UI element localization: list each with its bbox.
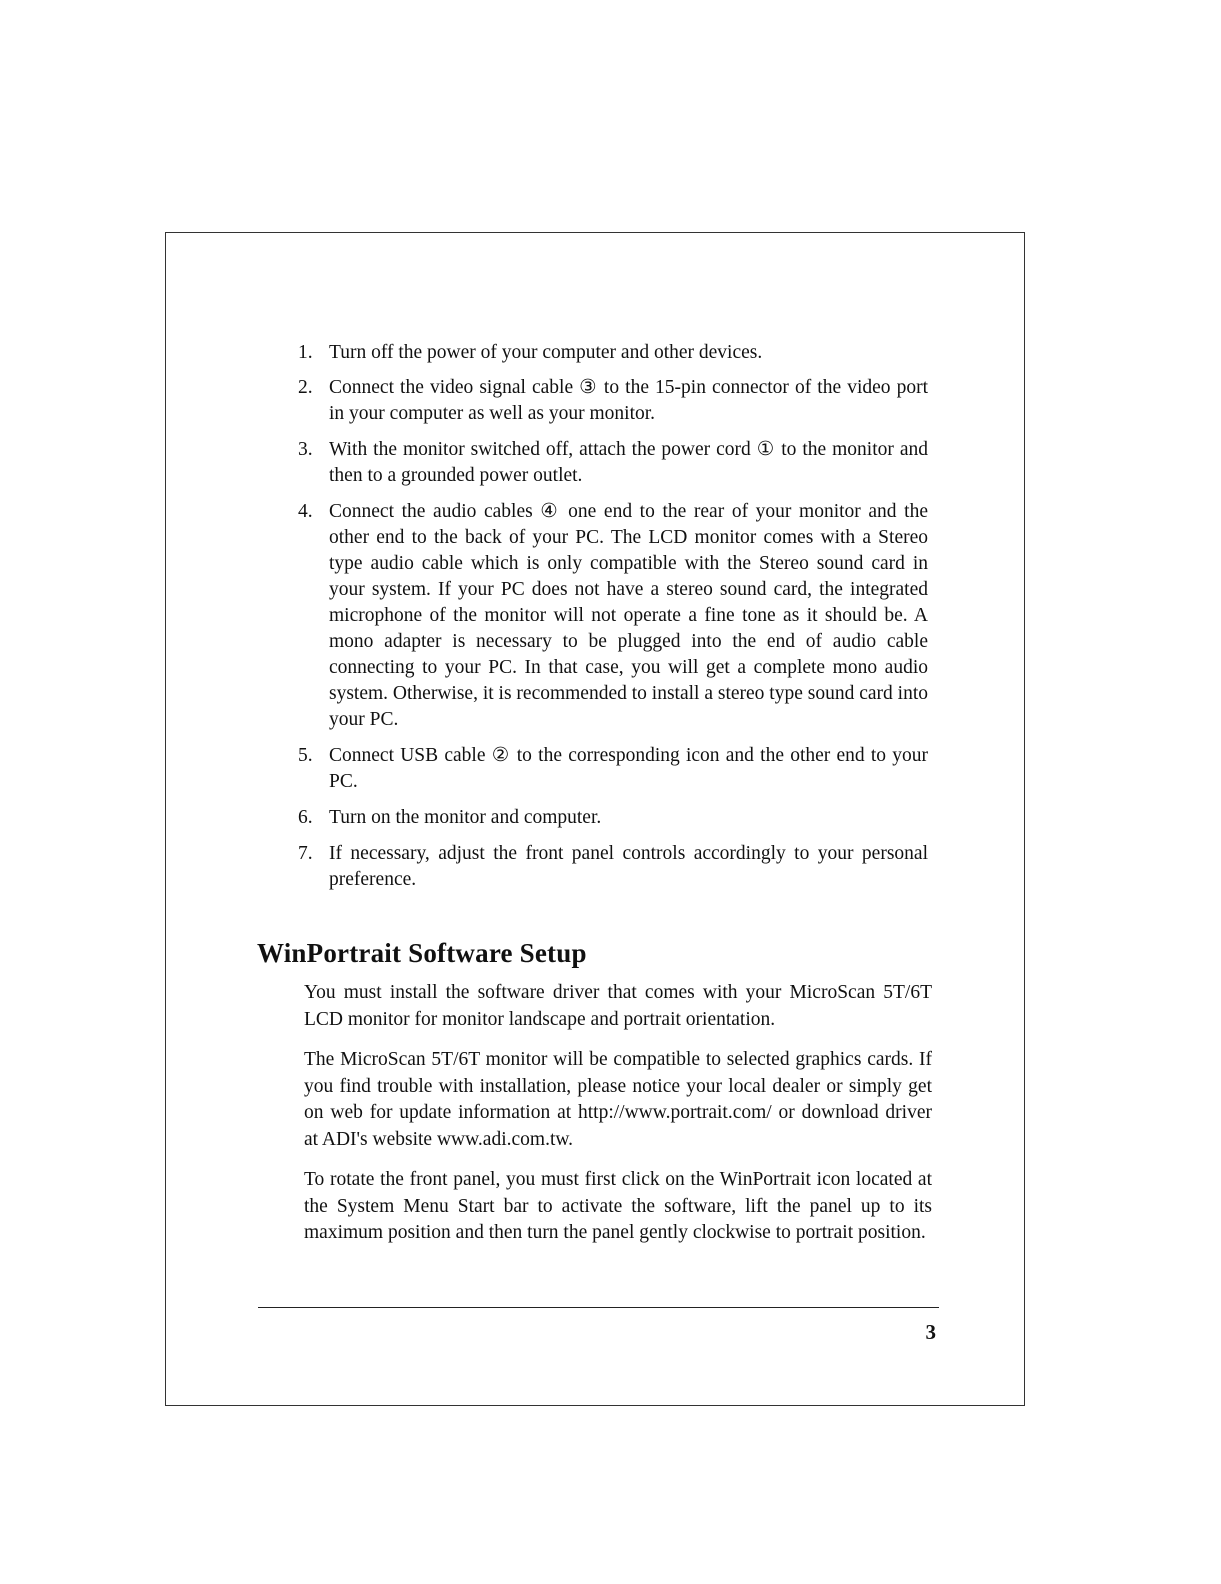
installation-steps-list xyxy=(298,340,928,903)
step-number: 3. xyxy=(298,439,313,460)
step-item xyxy=(298,805,928,831)
step-number: 6. xyxy=(298,807,313,828)
step-item xyxy=(298,499,928,733)
step-text: If necessary, adjust the front panel controls accordingly to your personal preference. xyxy=(329,843,928,890)
step-number: 7. xyxy=(298,843,313,864)
footer-divider xyxy=(258,1307,939,1308)
section-heading: WinPortrait Software Setup xyxy=(257,938,587,968)
step-text: Connect the audio cables ④ one end to the rear of your monitor and the other end to the back of your PC. The LCD monitor comes with a Stereo type audio cable which is only compatible with the Stereo sound card in your system. If your PC does not have a stereo sound card, the integrated microphone of the monitor will not operate a fine tone as it should be. A mono adapter is necessary to be plugged into the end of audio cable connecting to your PC. In that case, you will get a complete mono audio system. Otherwise, it is recommended to install a stereo type sound card into your PC. xyxy=(329,501,928,730)
section-paragraph: The MicroScan 5T/6T monitor will be compatible to selected graphics cards. If you find trouble with installation, please notice your local dealer or simply get on web for update information at http://www.portrait.com/ or download driver at ADI's website www.adi.com.tw. xyxy=(304,1049,932,1150)
step-text: Turn off the power of your computer and other devices. xyxy=(329,342,763,363)
step-number: 1. xyxy=(298,342,313,363)
step-item xyxy=(298,437,928,489)
step-item xyxy=(298,841,928,893)
section-body xyxy=(304,980,932,1261)
step-text: Turn on the monitor and computer. xyxy=(329,807,602,828)
step-item xyxy=(298,340,928,366)
section-paragraph: To rotate the front panel, you must first click on the WinPortrait icon located at the System Menu Start bar to activate the software, lift the panel up to its maximum position and then turn the panel gently clockwise to portrait position. xyxy=(304,1169,932,1243)
step-item xyxy=(298,743,928,795)
step-text: Connect USB cable ② to the corresponding icon and the other end to your PC. xyxy=(329,745,928,792)
step-text: With the monitor switched off, attach the power cord ① to the monitor and then to a grounded power outlet. xyxy=(329,439,928,486)
step-number: 5. xyxy=(298,745,313,766)
step-item xyxy=(298,375,928,427)
step-number: 4. xyxy=(298,501,313,522)
step-text: Connect the video signal cable ③ to the 15-pin connector of the video port in your computer as well as your monitor. xyxy=(329,377,928,424)
page-number: 3 xyxy=(925,1320,936,1344)
section-paragraph: You must install the software driver that comes with your MicroScan 5T/6T LCD monitor for monitor landscape and portrait orientation. xyxy=(304,982,932,1030)
step-number: 2. xyxy=(298,377,313,398)
